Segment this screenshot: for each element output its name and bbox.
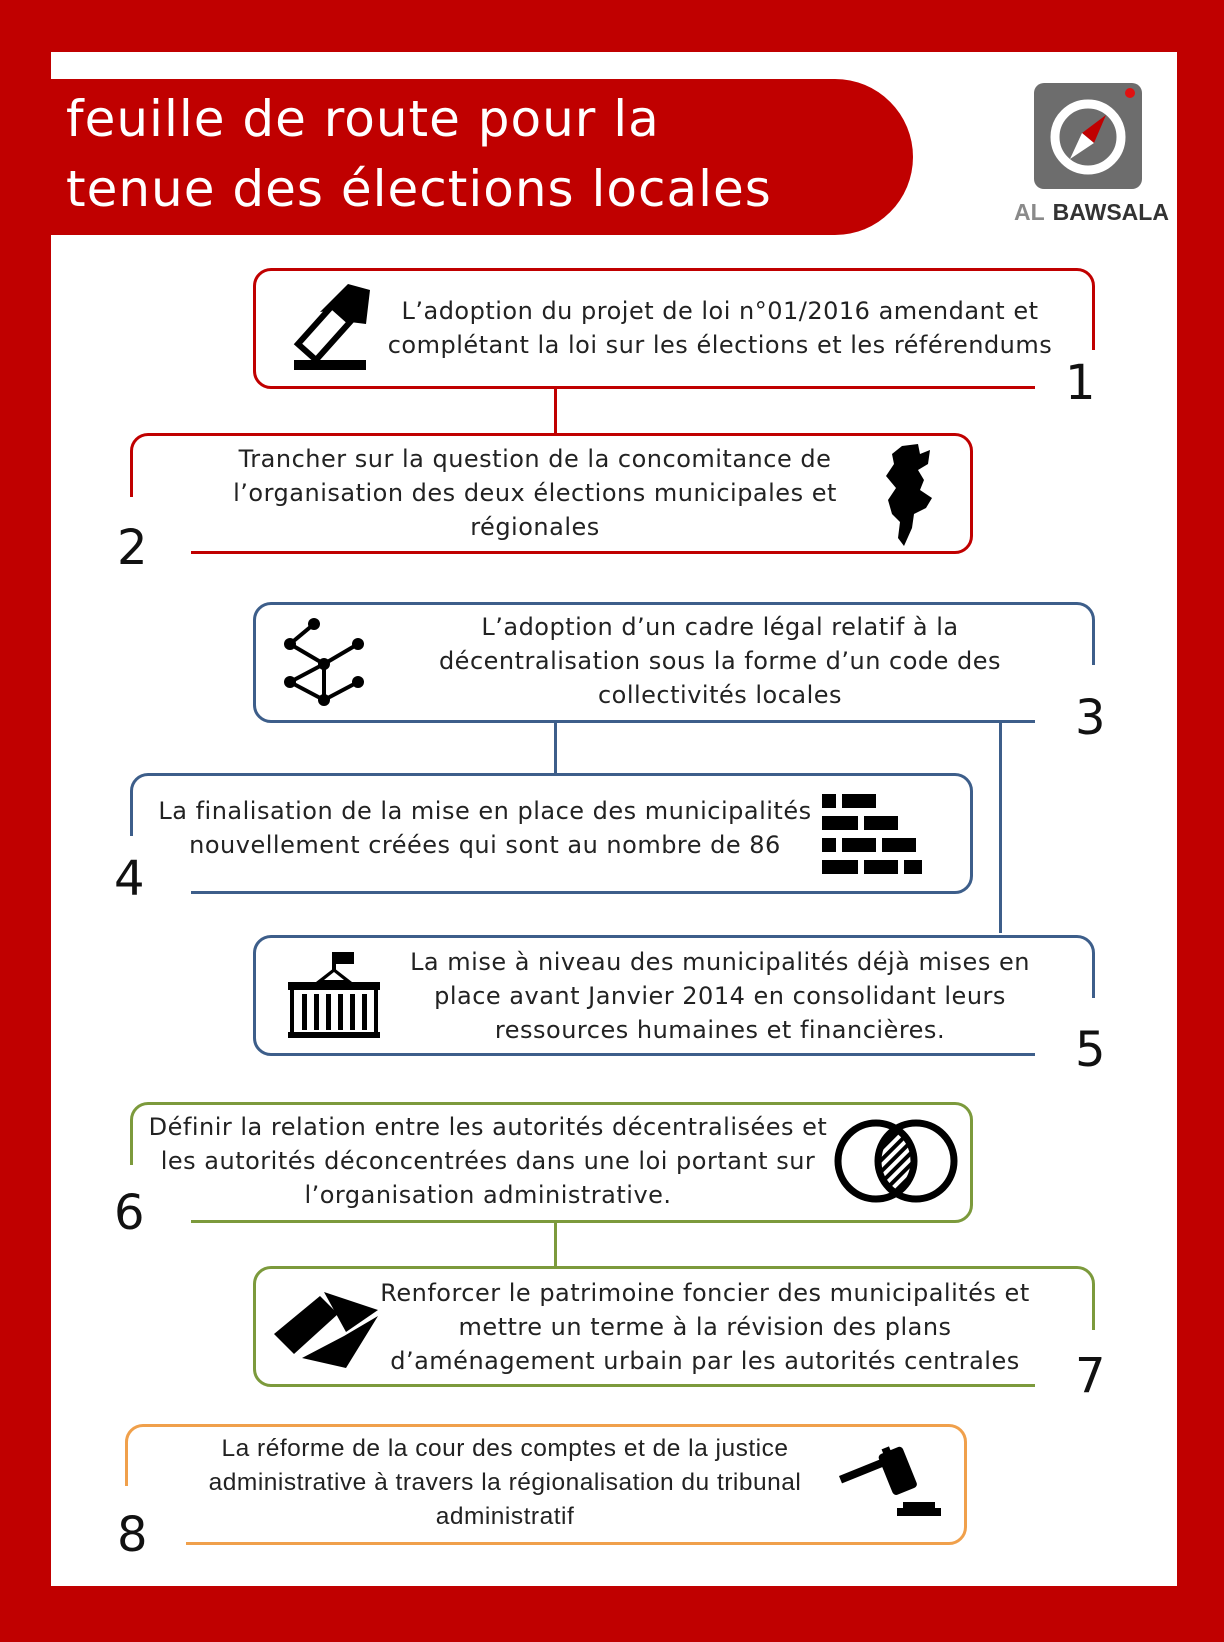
step-4-text: La finalisation de la mise en place des municipalités nouvellement créées qui sont au nombre de 86 bbox=[158, 797, 812, 859]
step-5-text: La mise à niveau des municipalités déjà mises en place avant Janvier 2014 en consolidant leurs ressources humaines et financières. bbox=[410, 948, 1030, 1044]
ballot-vote-icon bbox=[290, 282, 370, 380]
connector-1-2 bbox=[554, 386, 557, 436]
tunisia-map-icon bbox=[884, 444, 940, 552]
step-3-text: L’adoption d’un cadre légal relatif à la décentralisation sous la forme d’un code des collectivités locales bbox=[438, 613, 1002, 709]
connector-3-5 bbox=[999, 721, 1002, 933]
compass-logo-icon bbox=[1034, 83, 1142, 189]
step-2-text: Trancher sur la question de la concomitance de l’organisation des deux élections municipales et régionales bbox=[233, 445, 837, 541]
step-1-number: 1 bbox=[1065, 355, 1096, 411]
step-8-number: 8 bbox=[117, 1507, 148, 1563]
gavel-icon bbox=[835, 1446, 945, 1530]
title-line-1: feuille de route pour la bbox=[66, 90, 660, 148]
brick-wall-icon bbox=[822, 794, 922, 882]
step-7-text: Renforcer le patrimoine foncier des municipalités et mettre un terme à la révision des plans d’aménagement urbain par les autorités centrales bbox=[380, 1279, 1030, 1375]
step-5-number: 5 bbox=[1075, 1022, 1106, 1078]
step-8-text: La réforme de la cour des comptes et de la justice administrative à travers la régionalisation du tribunal administratif bbox=[208, 1435, 802, 1530]
step-6-number: 6 bbox=[114, 1185, 145, 1241]
logo-prefix: AL bbox=[1014, 199, 1045, 225]
page-title bbox=[66, 84, 886, 224]
step-7-number: 7 bbox=[1075, 1348, 1106, 1404]
step-6-text: Définir la relation entre les autorités décentralisées et les autorités déconcentrées dans une loi portant sur l’organisation administrative. bbox=[148, 1113, 828, 1209]
network-icon bbox=[278, 614, 370, 714]
connector-3-4 bbox=[554, 721, 557, 774]
step-2-number: 2 bbox=[117, 520, 148, 576]
step-3-number: 3 bbox=[1075, 690, 1106, 746]
step-1-text: L’adoption du projet de loi n°01/2016 amendant et complétant la loi sur les élections et les référendums bbox=[387, 297, 1053, 359]
land-parcels-icon bbox=[274, 1290, 384, 1374]
step-4-number: 4 bbox=[114, 851, 145, 907]
government-building-icon bbox=[288, 950, 380, 1046]
connector-6-7 bbox=[554, 1217, 557, 1267]
logo-wordmark bbox=[1014, 199, 1169, 226]
overlapping-circles-icon bbox=[830, 1118, 962, 1208]
title-line-2: tenue des élections locales bbox=[66, 160, 772, 218]
logo-name: BAWSALA bbox=[1052, 199, 1169, 225]
